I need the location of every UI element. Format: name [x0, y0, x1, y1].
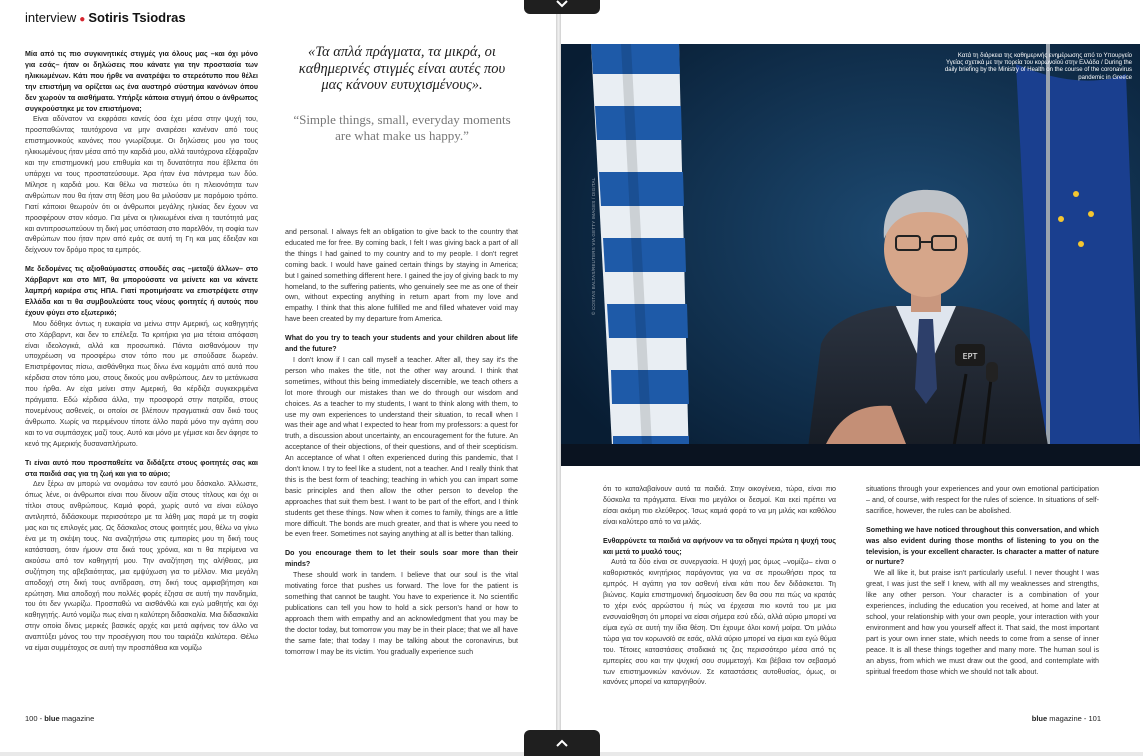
column-3	[603, 484, 836, 688]
folio-left: 100 - blue magazine	[25, 714, 95, 723]
next-page-button[interactable]	[524, 730, 600, 756]
red-dot-icon: ●	[79, 14, 86, 25]
answer-1: Είναι αδύνατον να εκφράσει κανείς όσα έχει μέσα στην ψυχή του, προσπαθώντας ταυτόχρονα να μην αναιρέσει κανέναν από τους επιστημονικούς κανόνες που γνωρίζουμε. Οι δηλώσεις μου για τους ηλικιωμένους ήταν μέσα από την καρδιά μου, αλλά ταυτόχρονα εξέφραζαν και την επιστημονική μου επιθυμία και τη δυνατότητα που έβλεπα ότι υπάρχει να τους προστατεύσουμε. Άρα ήταν ένα πάντρεμα των δύο. Μίλησε η καρδιά μου. Και θέλω να πιστεύω ότι η πλειονότητα των ανθρώπων που θα ήταν στη θέση μου θα μιλούσαν με παρόμοιο τρόπο. Γιατί κάποιοι θεωρούν ότι οι άνθρωποι μεγάλης ηλικίας δεν έχουν να προσφέρουν στον κόσμο. Για μένα οι ηλικιωμένοι είναι η ταυτότητά μας και αντιπροσωπεύουν τη δική μας υπόσταση στο παρελθόν, τη σοφία των ανθρώπων που ήταν πριν από εμάς σε αυτή τη Γη και μας έδειξαν και δείχνουν τον δρόμο προς τα εμπρός.	[25, 115, 258, 255]
page-number-left: 100	[25, 714, 38, 723]
press-briefing-illustration	[561, 44, 1140, 466]
answer-3: Δεν ξέρω αν μπορώ να ονομάσω τον εαυτό μου δάσκαλο. Άλλωστε, όπως λένε, οι άνθρωποι είναι που δίνουν αξία στους τίτλους και όχι οι τίτλοι στους ανθρώπους. Καμιά φορά, χωρίς αυτό να είναι εύλογο αντιληπτό, διδάσκουμε περισσότερο με τα λάθη μας παρά με τη σοφία μας και τις επιλογές μας. Ως δάσκαλος στους φοιτητές μου, θέλω να γίνω ένα με τη σκέψη τους. Να αναζητήσω στις εμπειρίες μου τη δική τους κατάσταση, όταν ήμουν στα δικά τους χρόνια, και τι θα περίμενα να ακούσω από τον καθηγητή μου. Την αναζήτηση της αλήθειας, μια συζήτηση της αβεβαιότητας, μια εμψύχωση για το μέλλον. Μια μεγάλη αποδοχή στη δική τους αντίδραση, στη δική τους αμφισβήτηση και ερώτηση. Μια αποδοχή που πολλές φορές έζησα σε αυτή την πανδημία, του ότι δεν γνωρίζω. Προσπαθώ να αισθάνθώ και εγώ μαθητής και όχι καθηγητής. Αυτό νομίζω πως είναι η καλύτερη διδασκαλία. Μια διδασκαλία στην οποία δίνεις μερικές βασικές αρχές και μετά αφήνεις τον άλλο να αναπτύξει μόνος του την προσέγγιση που του ταιριάζει καλύτερα. Θέλω να είμαι συμμέτοχος σε αυτή την προσπάθεια και νομίζω	[25, 480, 258, 653]
question-2: Με δεδομένες τις αξιοθαύμαστες σπουδές σας –μεταξύ άλλων– στο Χάρβαρντ και στο MIT, θα μπορούσατε να μείνετε και να κάνετε λαμπρή καριέρα στις ΗΠΑ. Γιατί προτιμήσατε να επιστρέψετε στην Ελλάδα και τι θα συμβουλεύατε τους νέους φοιτητές ή αυτούς που έχουν φύγει στο εξωτερικό;	[25, 265, 258, 317]
portrait-photo	[561, 44, 1140, 466]
chevron-up-icon	[555, 738, 569, 748]
answer-2: Μου δόθηκε όντως η ευκαιρία να μείνω στην Αμερική, ως καθηγητής στο Χάρβαρντ, και δεν το επέλεξα. Τα κριτήρια για μια τέτοια απόφαση είναι ιδεολογικά, αλλά και προσωπικά. Πάντα αισθανόμουν την υποχρέωση να προσφέρω στον τόπο που με σπούδασε δωρεάν. Επιστρέφοντας πίσω, αισθάνθηκα πως δίνω ένα κομμάτι από αυτά που κέρδισα στον τόπο μου, στους δικούς μου ανθρώπους. Δεν το μετάνιωσα που ήρθα. Αν είχα μείνει στην Αμερική, θα κέρδιζα συγκεκριμένα πράγματα. Εδώ κέρδισα άλλα, την προσφορά στην πατρίδα, στους πονεμένους ασθενείς, οι οποίοι σε βλέπουν πραγματικά σαν δικό τους άνθρωπο. Χωρίς να περιμένουν τίποτε άλλο παρά μόνο την αγάπη σου και το να συμπάσχεις μαζί τους. Αυτό και μόνο με γέμισε και δεν άφησε το κενό της Αμερικής δυσαναπλήρωτο.	[25, 319, 258, 448]
answer-2-english: and personal. I always felt an obligation to give back to the country that educated me for free. By coming back, I felt I was giving back a part of all the things I had gained to my country and to my people. I don't regret coming back. I would have gained certain things by staying in America; but I gained something different here. I gained the joy of giving back to my homeland, to the suffering patients, who genuinely see me as one of their own, without expecting anything in return apart from my love and empathy. I think that this alone fulfilled me and filled whatever void may have been created by my departure from America.	[285, 228, 518, 324]
left-page	[0, 0, 558, 752]
page-number-right: 101	[1088, 714, 1101, 723]
header-person: Sotiris Tsiodras	[88, 10, 186, 25]
answer-3-end: ότι το καταλαβαίνουν αυτά τα παιδιά. Στην οικογένεια, τώρα, είναι πιο δύσκολα τα πράγματα. Είναι πιο μεγάλοι οι δεσμοί. Και εκεί πρέπει να είσαι ακόμη πιο ελεύθερος. Ίσως καμιά φορά το να μη μιλάς και καθόλου είναι καλύτερο από το να μιλάς.	[603, 485, 836, 526]
answer-4-english: These should work in tandem. I believe that our soul is the vital motivating force that pushes us forward. The love for the patient is something that cannot be taught. You have to experience it. No scientific publications can tell you how to hold a sick person's hand or how to approach them with empathy and an acknowledgment that you may be the doctor today, but tomorrow you may be in their place; that we all have the same fate; that today I may be talking about the coronavirus, but tomorrow I may be its victim. You gradually experience such	[285, 571, 518, 656]
header-section: interview	[25, 10, 77, 25]
chevron-down-icon	[555, 0, 569, 9]
question-5-english: Something we have noticed throughout this conversation, and which was also evident during those months of listening to you on the television, is your excellent character. Is character a matter of nature or nurture?	[866, 525, 1099, 567]
question-4-english: Do you encourage them to let their souls soar more than their minds?	[285, 549, 518, 569]
question-3: Τι είναι αυτό που προσπαθείτε να διδάξετε στους φοιτητές σας και στα παιδιά σας για τη ζωή και για το αύριο;	[25, 458, 258, 478]
answer-4-end-english: situations through your experiences and your own emotional participation – and, of course, with respect for the rules of science. In situations of self-sacrifice, however, the rules can be abolished.	[866, 485, 1099, 515]
pull-quote	[290, 44, 514, 144]
folio-right: blue magazine - 101	[1031, 714, 1101, 723]
answer-4: Αυτά τα δύο είναι σε συνεργασία. Η ψυχή μας όμως –νομίζω– είναι ο καθοριστικός κινητήριος παράγοντας για να σε προωθήσει προς τα εμπρός. Η αγάπη για τον ασθενή είναι κάτι που δεν διδάσκεται. Τη βιώνεις. Καμία επιστημονική δημοσίευση δεν θα σου πει πώς να κρατάς το χέρι ενός αρρώστου ή πώς να έρχεσαι πιο κοντά του με μια ενσυναίσθηση ότι μπορεί να είσαι σήμερα εσύ εδώ, αλλά αύριο μπορεί να είμαι εγώ σε αυτή την ίδια θέση. Ότι έχουμε όλοι κοινή μοίρα. Ότι μιλάω τώρα για τον κορωνοϊό σε εσάς, αλλά αύριο μπορεί να είμαι και εγώ θύμα του. Τέτοιες καταστάσεις σταδιακά τις ζεις περισσότερο μέσα από τις εμπειρίες σου και την ψυχική σου συμμετοχή. Και βέβαια τον σεβασμό των επιστημονικών κανόνων. Σε καταστάσεις αυτοθυσίας, όμως, οι κανόνες μπορεί να καταργηθούν.	[603, 558, 836, 687]
mic-label: ΕΡΤ	[962, 352, 978, 361]
answer-5-english: We all like it, but praise isn't particularly useful. I never thought I was great, I was just the self I knew, with all my weaknesses and strengths, like any other person. Your character is a combination of your experiences, including the education you received, at home and later at school, your relationship with your own people, your interaction with your environment and how you yourself affect it. That said, the most important part is your own inner state, which needs to come from a sense of inner peace. It is all these things together and many more. The human soul is an abyss, from which we must draw out the good, and contemplate with spiritual freedom those which we should not talk about.	[866, 569, 1099, 676]
question-1: Μία από τις πιο συγκινητικές στιγμές για όλους μας –και όχι μόνο για εσάς– ήταν οι δηλώσεις που κάνατε για την προστασία των ηλικιωμένων. Κάτι που ήρθε να ανατρέψει το στερεότυπο που θέλει την επιστήμη να ορίζεται ως ένα αυστηρό σύστημα κανόνων όπου δεν χωρούν τα αισθήματα. Υπήρξε κάποια στιγμή όπου ο άνθρωπος συγκρούστηκε με τον επιστήμονα;	[25, 50, 258, 113]
prev-page-button[interactable]	[524, 0, 600, 14]
column-4	[866, 484, 1099, 677]
magazine-name: blue	[44, 714, 60, 723]
column-1	[25, 49, 258, 654]
running-header	[25, 10, 186, 25]
pull-quote-greek: «Τα απλά πράγματα, τα μικρά, οι καθημερινές στιγμές είναι αυτές που μας κάνουν ευτυχισμένους».	[298, 44, 506, 93]
photo-credit: © COSTAS BALTAS/REUTERS VIA GETTY IMAGES / DIGITAL	[591, 177, 596, 315]
question-3-english: What do you try to teach your students and your children about life and the future?	[285, 334, 518, 354]
column-2	[285, 227, 518, 657]
pull-quote-english: “Simple things, small, everyday moments are what make us happy.”	[293, 111, 511, 143]
photo-caption: Κατά τη διάρκεια της καθημερινής ενημέρωσης από το Υπουργείο Υγείας σχετικά με την πορεία του κορωνοϊού στην Ελλάδα / During the daily briefing by the Ministry of Health on the course of the coronavirus pandemic in Greece	[944, 53, 1132, 81]
question-4: Ενθαρρύνετε τα παιδιά να αφήνουν να τα οδηγεί πρώτα η ψυχή τους και μετά το μυαλό τους;	[603, 536, 836, 556]
answer-3-english: I don't know if I can call myself a teacher. After all, they say it's the person who makes the title, not the other way around. I think that sometimes, without this being immediately discernible, we teach others a lot more through our mistakes than we do through our wisdom and choices. As a teacher to my students, I want to think along with them, to use my own experiences to understand their situation, to recall when I was their age and what I expected to hear from my professors: a quest for truth, a discussion about uncertainty, an encouragement for the future. An acceptance of their objections, of their questions, and of their scepticism. An acceptance of what I often experienced during this pandemic, that I don't know. I try to feel like a student, not a teacher. And I really think that this is the best form of teaching; teaching in which you can impart some basic principles and then allow the other person to develop the approaches that suit them best. I want to be part of the effort, and I think students get these things. Now when it comes to family, things are a little more difficult. The bonds are much greater, and that is where you need to be even freer. Sometimes not saying anything at all is better than talking.	[285, 355, 518, 539]
